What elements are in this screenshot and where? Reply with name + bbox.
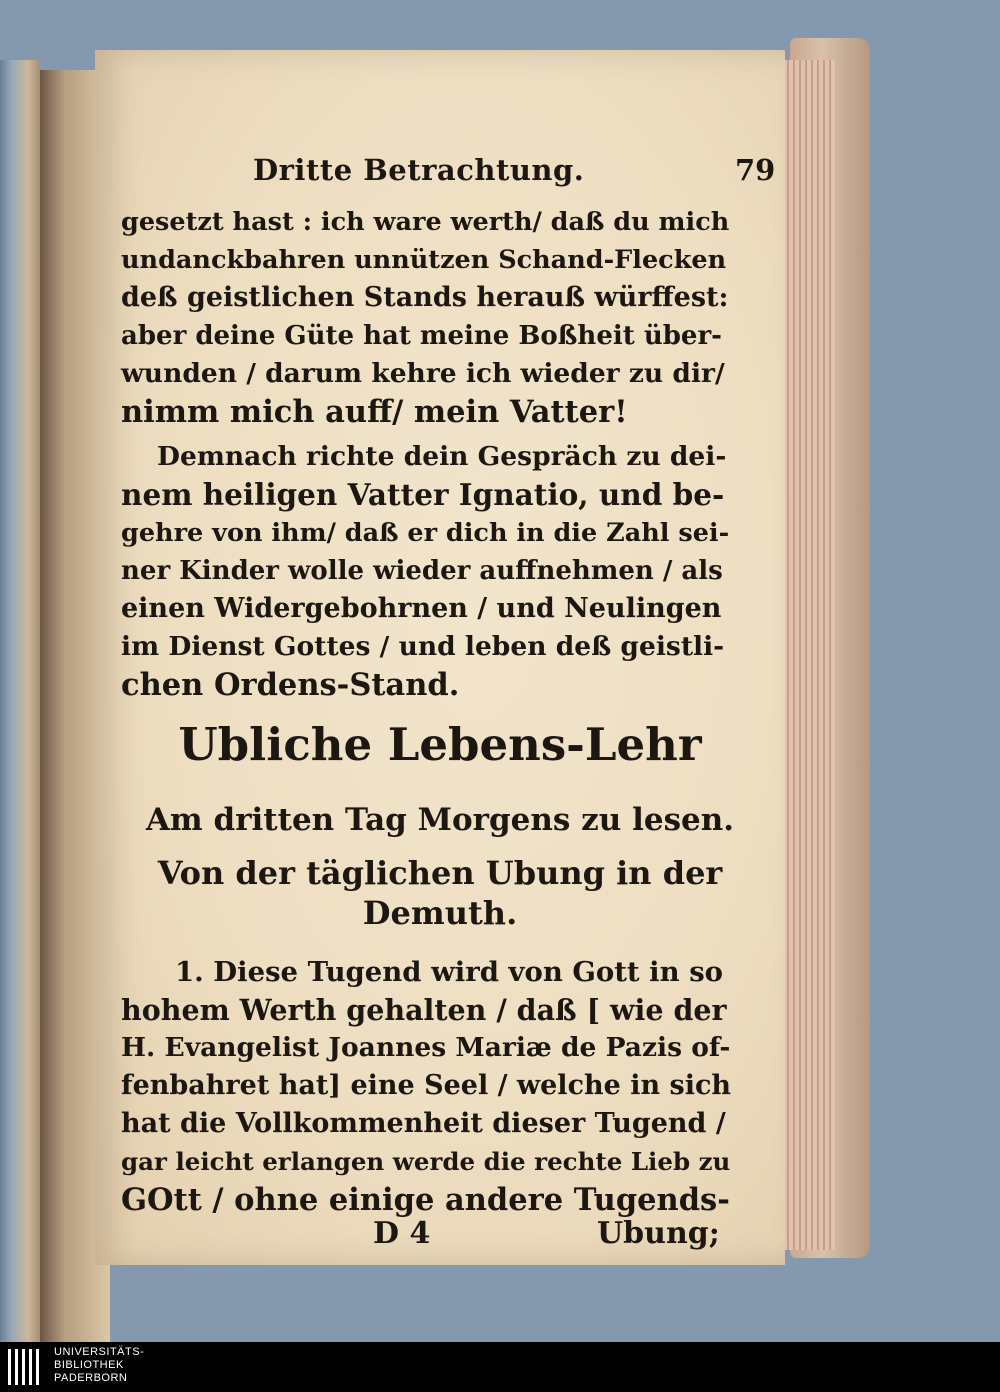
text-line: H. Evangelist Joannes Mariæ de Pazis of- [121, 1032, 731, 1063]
library-name-line: PADERBORN [54, 1372, 128, 1384]
running-head: Dritte Betrachtung. [253, 153, 585, 187]
catchword: Ubung; [597, 1216, 720, 1251]
text-line: 1. Diese Tugend wird von Gott in so [175, 956, 724, 988]
text-line: wunden / darum kehre ich wieder zu dir/ [121, 358, 725, 389]
book-page [95, 50, 785, 1265]
text-line: Demnach richte dein Gespräch zu dei- [157, 441, 727, 472]
topic-heading: Von der täglichen Ubung in der [157, 854, 723, 892]
signature-mark: D 4 [373, 1216, 431, 1251]
library-name-line: UNIVERSITÄTS- [54, 1346, 145, 1358]
text-line: GOtt / ohne einige andere Tugends- [121, 1182, 730, 1218]
section-subheading: Am dritten Tag Morgens zu lesen. [145, 802, 735, 838]
text-line: gesetzt hast : ich ware werth/ daß du mich [121, 207, 730, 237]
page-text [95, 50, 785, 1265]
section-heading: Ubliche Lebens-Lehr [178, 718, 702, 771]
page-number: 79 [735, 153, 776, 187]
text-line: undanckbahren unnützen Schand-Flecken [121, 245, 727, 275]
library-logo-icon [6, 1345, 46, 1389]
library-name [54, 1346, 144, 1385]
text-line: aber deine Güte hat meine Boßheit über- [121, 321, 722, 351]
library-footer [0, 1342, 1000, 1392]
text-line: im Dienst Gottes / und leben deß geistli- [121, 631, 725, 662]
text-line: hohem Werth gehalten / daß [ wie der [121, 993, 727, 1027]
text-line: einen Widergebohrnen / und Neulingen [121, 593, 722, 624]
text-line: gar leicht erlangen werde die rechte Lieb zu [121, 1147, 731, 1176]
text-line: nem heiligen Vatter Ignatio, und be- [121, 477, 725, 512]
text-line: ner Kinder wolle wieder auffnehmen / als [121, 556, 723, 586]
library-name-line: BIBLIOTHEK [54, 1359, 124, 1371]
left-page-edge [0, 60, 40, 1342]
text-line: gehre von ihm/ daß er dich in die Zahl sei- [121, 518, 730, 548]
text-line: fenbahret hat] eine Seel / welche in sich [121, 1070, 732, 1101]
text-line: chen Ordens-Stand. [121, 667, 460, 703]
text-line: deß geistlichen Stands herauß würffest: [121, 282, 729, 313]
text-line: nimm mich auff/ mein Vatter! [121, 394, 628, 430]
topic-heading: Demuth. [362, 894, 518, 932]
text-line: hat die Vollkommenheit dieser Tugend / [121, 1108, 726, 1139]
